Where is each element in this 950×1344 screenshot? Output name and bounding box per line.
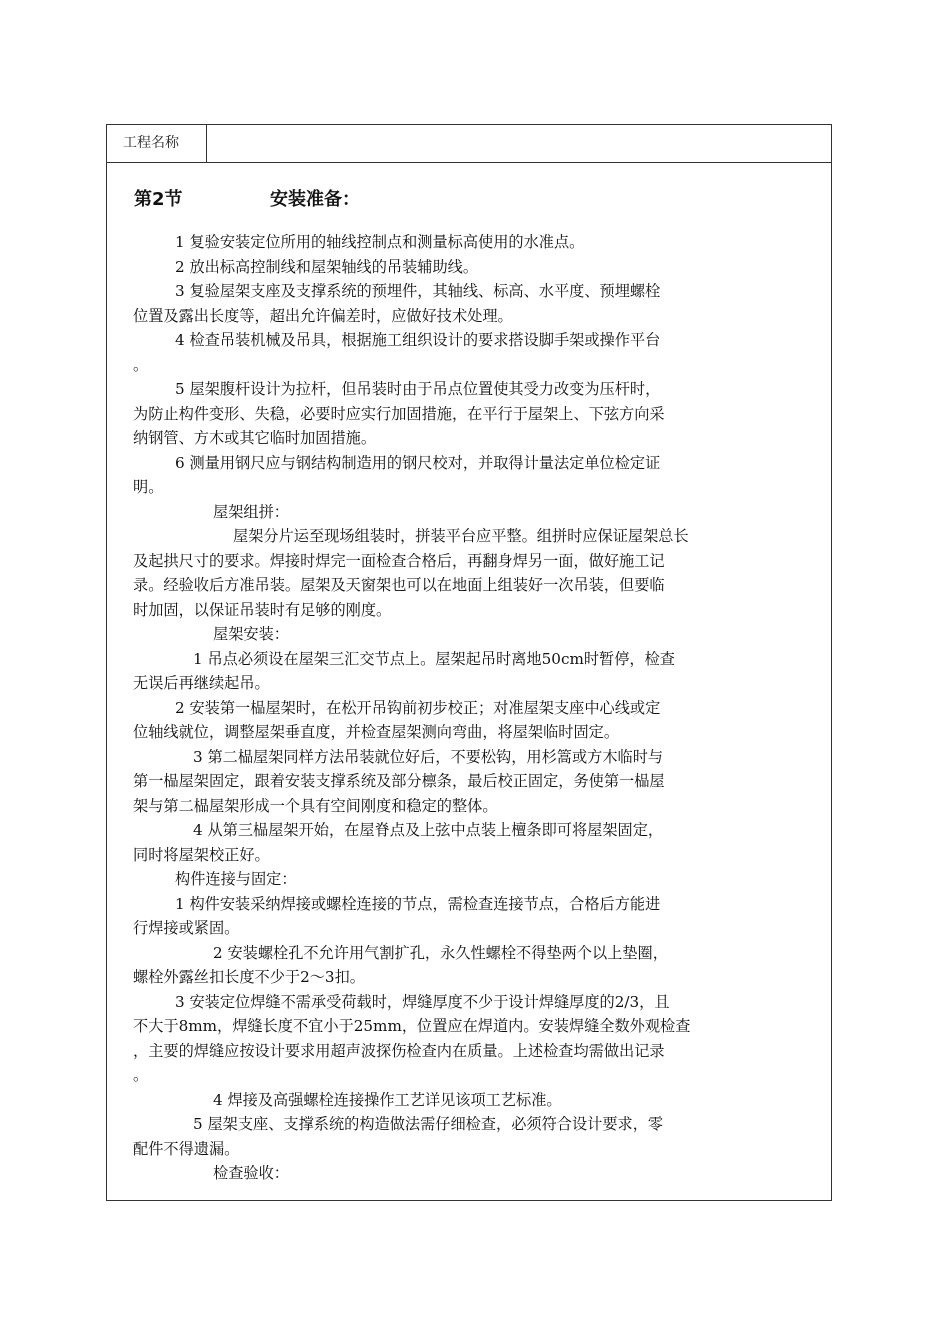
text-line: 屋架安装： bbox=[213, 625, 289, 643]
text-line: 3 安装定位焊缝不需承受荷载时，焊缝厚度不少于设计焊缝厚度的2/3，且 bbox=[175, 992, 670, 1011]
text-line: 时加固，以保证吊装时有足够的刚度。 bbox=[133, 600, 392, 619]
body-text bbox=[133, 230, 813, 1186]
text-line: 3 复验屋架支座及支撑系统的预埋件，其轴线、标高、水平度、预埋螺栓 bbox=[175, 282, 661, 300]
text-line: 4 焊接及高强螺栓连接操作工艺详见该项工艺标准。 bbox=[213, 1090, 562, 1109]
text-line: 2 安装螺栓孔不允许用气割扩孔，永久性螺栓不得垫两个以上垫圈， bbox=[213, 943, 668, 962]
text-line: 纳钢管、方木或其它临时加固措施。 bbox=[133, 429, 376, 447]
text-line: 及起拱尺寸的要求。焊接时焊完一面检查合格后，再翻身焊另一面，做好施工记 bbox=[133, 551, 665, 570]
text-line: 无误后再继续起吊。 bbox=[133, 674, 270, 692]
text-line: 检查验收： bbox=[213, 1164, 289, 1182]
text-line: 屋架组拼： bbox=[213, 502, 289, 521]
text-line: 2 安装第一榀屋架时，在松开吊钩前初步校正；对准屋架支座中心线或定 bbox=[175, 698, 661, 717]
text-line: 第一榀屋架固定，跟着安装支撑系统及部分檩条，最后校正固定，务使第一榀屋 bbox=[133, 772, 665, 790]
section-number: 第2节 bbox=[134, 189, 183, 210]
text-line: 位轴线就位，调整屋架垂直度，并检查屋架测向弯曲，将屋架临时固定。 bbox=[133, 723, 619, 741]
text-line: 为防止构件变形、失稳，必要时应实行加固措施，在平行于屋架上、下弦方向采 bbox=[133, 404, 665, 423]
text-line: 位置及露出长度等，超出允许偏差时，应做好技术处理。 bbox=[133, 306, 513, 325]
text-line: 5 屋架支座、支撑系统的构造做法需仔细检查，必须符合设计要求，零 bbox=[193, 1115, 664, 1133]
text-line: 4 检查吊装机械及吊具，根据施工组织设计的要求搭设脚手架或操作平台 bbox=[175, 331, 661, 349]
project-name-label: 工程名称 bbox=[107, 125, 207, 162]
project-name-value bbox=[207, 125, 831, 162]
document-table bbox=[106, 124, 832, 1201]
text-line: 。 bbox=[133, 1066, 149, 1084]
text-line: 4 从第三榀屋架开始，在屋脊点及上弦中点装上檀条即可将屋架固定， bbox=[193, 821, 664, 839]
text-line: 架与第二榀屋架形成一个具有空间刚度和稳定的整体。 bbox=[133, 796, 498, 815]
text-line: 1 构件安装采纳焊接或螺栓连接的节点，需检查连接节点，合格后方能进 bbox=[175, 894, 661, 913]
content-cell bbox=[107, 163, 831, 1200]
text-line: 录。经验收后方准吊装。屋架及天窗架也可以在地面上组装好一次吊装，但要临 bbox=[133, 576, 665, 594]
section-title: 安装准备： bbox=[270, 189, 360, 210]
text-line: 配件不得遗漏。 bbox=[133, 1139, 240, 1158]
text-line: 。 bbox=[133, 355, 149, 374]
text-line: 行焊接或紧固。 bbox=[133, 919, 240, 937]
text-line: 6 测量用钢尺应与钢结构制造用的钢尺校对，并取得计量法定单位检定证 bbox=[175, 453, 661, 472]
text-line: 1 复验安装定位所用的轴线控制点和测量标高使用的水准点。 bbox=[175, 233, 585, 251]
text-line: 5 屋架腹杆设计为拉杆，但吊装时由于吊点位置使其受力改变为压杆时， bbox=[175, 380, 661, 398]
text-line: 1 吊点必须设在屋架三汇交节点上。屋架起吊时离地50cm时暂停，检查 bbox=[193, 649, 675, 668]
text-line: 螺栓外露丝扣长度不少于2～3扣。 bbox=[133, 968, 365, 986]
header-row bbox=[107, 125, 831, 163]
text-line: 屋架分片运至现场组装时，拼装平台应平整。组拼时应保证屋架总长 bbox=[233, 527, 689, 545]
text-line: 2 放出标高控制线和屋架轴线的吊装辅助线。 bbox=[175, 257, 479, 276]
text-line: ，主要的焊缝应按设计要求用超声波探伤检查内在质量。上述检查均需做出记录 bbox=[133, 1041, 665, 1060]
text-line: 构件连接与固定： bbox=[175, 870, 297, 888]
section-heading bbox=[134, 185, 360, 211]
text-line: 不大于8mm，焊缝长度不宜小于25mm，位置应在焊道内。安装焊缝全数外观检查 bbox=[133, 1017, 691, 1035]
text-line: 明。 bbox=[133, 478, 164, 496]
text-line: 3 第二榀屋架同样方法吊装就位好后，不要松钩，用杉篙或方木临时与 bbox=[193, 747, 664, 766]
text-line: 同时将屋架校正好。 bbox=[133, 845, 270, 864]
